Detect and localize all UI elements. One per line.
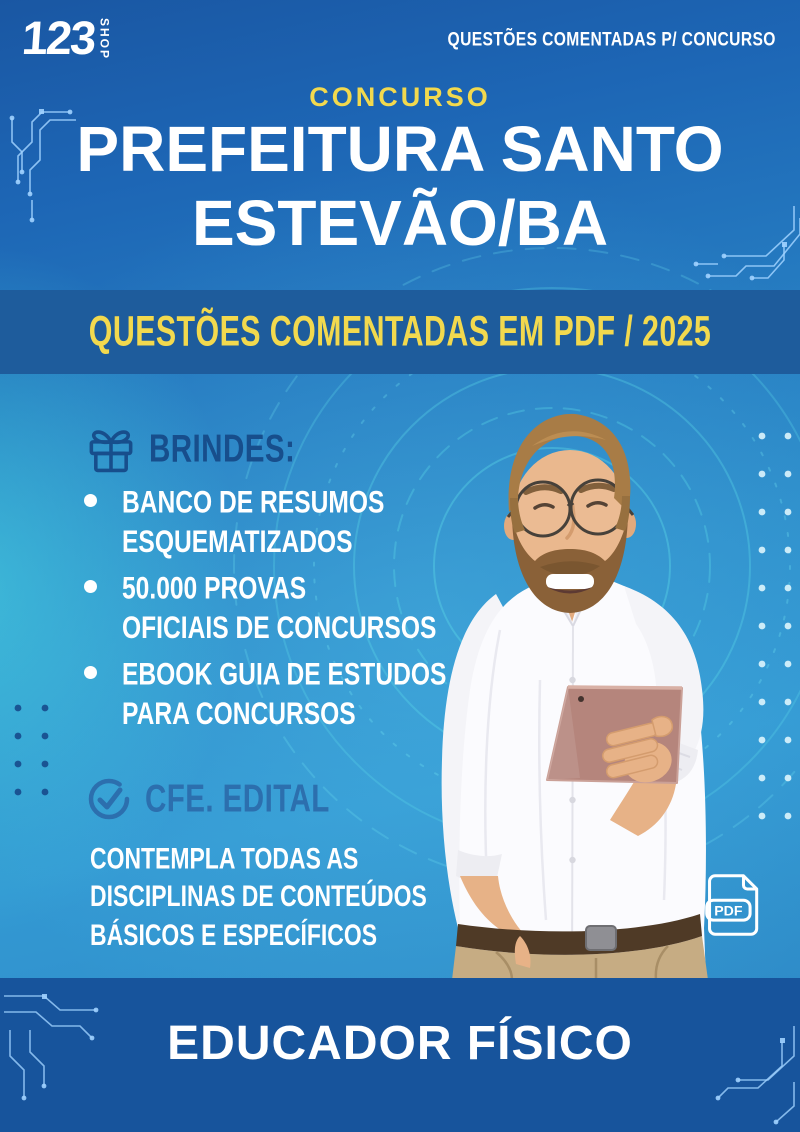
title-line-2: ESTEVÃO/BA	[191, 187, 609, 260]
bullet-dot	[84, 580, 97, 593]
brindes-list	[84, 484, 518, 743]
list-item	[84, 570, 518, 646]
footer-role-bar	[0, 978, 800, 1132]
dot-grid-left	[12, 702, 58, 802]
header-tagline: QUESTÕES COMENTADAS P/ CONCURSO	[447, 28, 776, 51]
edital-paragraph	[90, 840, 427, 955]
logo-word: SHOP	[97, 18, 112, 61]
bullet-dot	[84, 666, 97, 679]
edital-line-1: CONTEMPLA TODAS AS	[90, 842, 359, 875]
check-circle-icon	[86, 776, 132, 822]
list-item	[84, 484, 518, 557]
pdf-label: PDF	[714, 902, 743, 919]
subtitle-banner-text: QUESTÕES COMENTADAS EM PDF / 2025	[88, 307, 712, 355]
bullet-dot	[84, 494, 97, 507]
logo-number: 123	[20, 11, 97, 64]
brindes-heading	[86, 424, 332, 474]
kicker-label: CONCURSO	[309, 82, 491, 112]
role-title: EDUCADOR FÍSICO	[167, 1017, 633, 1070]
edital-line-2: DISCIPLINAS DE CONTEÚDOS	[90, 880, 427, 913]
brinde-3-line-2: PARA CONCURSOS	[122, 696, 356, 732]
pdf-file-icon	[702, 872, 768, 938]
edital-heading	[86, 776, 376, 822]
subtitle-banner	[0, 290, 800, 374]
page-title	[0, 112, 800, 260]
list-item	[84, 656, 518, 732]
edital-heading-label: CFE. EDITAL	[145, 776, 330, 820]
brinde-3-line-1: EBOOK GUIA DE ESTUDOS	[122, 657, 447, 693]
edital-line-3: BÁSICOS E ESPECÍFICOS	[90, 918, 378, 952]
brinde-1-line-1: BANCO DE RESUMOS	[122, 485, 385, 521]
gift-icon	[86, 424, 136, 474]
shop-logo	[20, 11, 112, 64]
title-line-1: PREFEITURA SANTO	[76, 113, 724, 185]
brindes-heading-label: BRINDES:	[149, 426, 296, 470]
brinde-2-line-1: 50.000 PROVAS	[122, 571, 307, 607]
brinde-2-line-2: OFICIAIS DE CONCURSOS	[122, 610, 437, 646]
brinde-1-line-2: ESQUEMATIZADOS	[122, 523, 353, 559]
